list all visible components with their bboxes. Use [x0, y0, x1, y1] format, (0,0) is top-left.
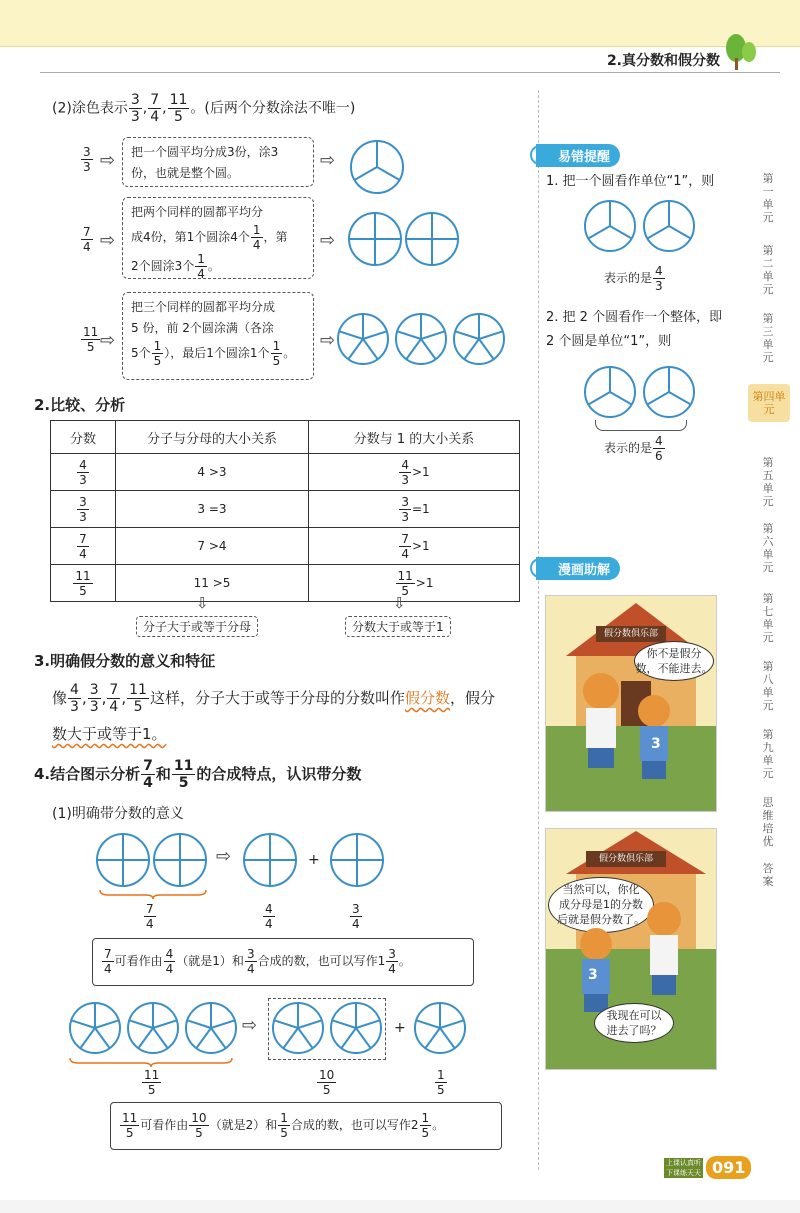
sidebar-tab[interactable]: 第一单元 [762, 172, 774, 224]
section3-definition: 像 $\frac{4}{3}$ , $\frac{3}{3}$ , $\frac{7}{4}$ , $\frac{11}{5}$ 这样，分子大于或等于分母的分数叫作假分数，假分 [52, 682, 495, 715]
part2-heading: (2)涂色表示 $\frac{3}{3}$ , $\frac{7}{4}$ , $\frac{11}{5}$ 。(后两个分数涂法不唯一) [52, 92, 356, 125]
arrow-right-icon: ⇨ [100, 230, 116, 251]
speech-bubble: 当然可以，你化 成分母是1的分数 后就是假分数了。 [548, 877, 654, 933]
column-divider [538, 90, 539, 1170]
footer-slogan: 上课认真听 下课练天天 [666, 1159, 701, 1177]
row2-fraction: $\frac{7}{4}$ [83, 225, 91, 254]
table-header-row [51, 421, 520, 454]
row3-fraction: $\frac{11}{5}$ [83, 325, 99, 354]
arrow-right-icon: ⇨ [320, 230, 336, 251]
section4-title: 4.结合图示分析 $\frac{7}{4}$ 和 $\frac{11}{5}$ 的合成特点，认识带分数 [34, 758, 362, 791]
row1-explain-box: 把一个圆平均分成3份，涂3 份，也就是整个圆。 [122, 137, 314, 187]
sidebar-tab[interactable]: 第六单元 [762, 522, 774, 574]
arrow-right-icon: ⇨ [320, 150, 336, 171]
circles-quarters-icon [348, 210, 460, 268]
brace-under [68, 1056, 234, 1068]
sidebar-tab[interactable]: 第二单元 [762, 244, 774, 296]
circle-quarters-icon [242, 832, 298, 888]
arrow-down-icon: ⇩ [393, 594, 406, 612]
sidebar-tab[interactable]: 第五单元 [762, 456, 774, 508]
tip1-result: 表示的是 $\frac{4}{3}$ [604, 264, 663, 293]
row2-explain-box: 把两个同样的圆都平均分 成4份，第1个圆涂4个 $\frac{1}{4}$ ，第 2个圆涂3个 $\frac{1}{4}$ 。 [122, 197, 314, 279]
section4-subtitle: (1)明确带分数的意义 [52, 806, 184, 822]
tips-title: 易错提醒 [536, 144, 620, 167]
circle-thirds-icon [348, 138, 406, 196]
tiger-cartoon [564, 899, 704, 1019]
tip2-text-b: 2 个圆是单位“1”，则 [546, 334, 672, 349]
label-fraction: $\frac{10}{5}$ [319, 1068, 335, 1097]
sidebar-tab[interactable]: 第四单元 [748, 384, 790, 422]
table-row: $\frac{11}{5}$ 11 >5 $\frac{11}{5}$ >1 [51, 565, 520, 602]
table-row: $\frac{3}{3}$ 3 =3 $\frac{3}{3}$ =1 [51, 491, 520, 528]
arrow-down-icon: ⇩ [196, 594, 209, 612]
header-rule [40, 72, 780, 73]
arrow-right-icon: ⇨ [100, 150, 116, 171]
sidebar-tab[interactable]: 第三单元 [762, 312, 774, 364]
arrow-right-icon: ⇨ [242, 1015, 258, 1036]
table-header: 分数 [51, 421, 116, 454]
sidebar-tab[interactable]: 思维培优 [762, 796, 774, 848]
plus-sign: + [394, 1020, 406, 1036]
arrow-right-icon: ⇨ [320, 330, 336, 351]
section2-title: 2.比较、分析 [34, 396, 126, 414]
brace-under [98, 888, 208, 900]
term-improper-fraction: 假分数 [404, 689, 450, 707]
plus-sign: + [308, 852, 320, 868]
section3-line2: 数大于或等于1。 [52, 725, 167, 743]
sidebar-tab[interactable]: 答案 [762, 862, 774, 888]
explanation-bubble-1: $\frac{7}{4}$ 可看作由 $\frac{4}{4}$ （就是1）和 $\frac{3}{4}$ 合成的数，也可以写作1 $\frac{3}{4}$ 。 [92, 938, 474, 986]
conclusion-tag: 分子大于或等于分母 [136, 616, 258, 637]
comic-panel-2 [545, 828, 717, 1070]
tiger-cartoon [576, 666, 686, 786]
tip2-text-a: 2. 把 2 个圆看作一个整体，即 [546, 310, 723, 325]
shirt-number: 3 [651, 736, 661, 752]
sidebar-tab[interactable]: 第八单元 [762, 660, 774, 712]
page-number: 091 [706, 1156, 751, 1179]
label-fraction: $\frac{4}{4}$ [265, 902, 273, 931]
arrow-right-icon: ⇨ [216, 846, 232, 867]
comic-title: 漫画助解 [536, 557, 620, 580]
sidebar-tab[interactable]: 第七单元 [762, 592, 774, 644]
speech-bubble: 你不是假分 数，不能进去。 [634, 641, 714, 681]
tip2-result: 表示的是 $\frac{4}{6}$ [604, 434, 663, 463]
speech-bubble: 我现在可以 进去了吗？ [594, 1003, 674, 1043]
row1-fraction: $\frac{3}{3}$ [83, 145, 91, 174]
label-fraction: $\frac{3}{4}$ [352, 902, 360, 931]
bottom-margin [0, 1200, 800, 1213]
circles-thirds-icon [583, 364, 697, 420]
clubhouse-sign: 假分数俱乐部 [596, 626, 666, 642]
conclusion-tag: 分数大于或等于1 [345, 616, 451, 637]
row3-explain-box: 把三个同样的圆都平均分成 5 份，前 2个圆涂满（各涂 5个 $\frac{1}{5}$ ），最后1个圆涂1个 $\frac{1}{5}$ 。 [122, 292, 314, 380]
comparison-table [50, 420, 520, 602]
explanation-bubble-2: $\frac{11}{5}$ 可看作由 $\frac{10}{5}$ （就是2）和 $\frac{1}{5}$ 合成的数，也可以写作2 $\frac{1}{5}$ 。 [110, 1102, 502, 1150]
label-fraction: $\frac{7}{4}$ [146, 902, 154, 931]
page-header-title: 2.真分数和假分数 [606, 53, 720, 69]
circles-fifths-icon [271, 1001, 383, 1055]
label-fraction: $\frac{11}{5}$ [144, 1068, 160, 1097]
comic-panel-1 [545, 595, 717, 812]
table-row: $\frac{7}{4}$ 7 >4 $\frac{7}{4}$ >1 [51, 528, 520, 565]
arrow-right-icon: ⇨ [100, 330, 116, 351]
clubhouse-sign: 假分数俱乐部 [586, 851, 666, 867]
table-header: 分数与 1 的大小关系 [309, 421, 520, 454]
table-header: 分子与分母的大小关系 [116, 421, 309, 454]
circles-fifths-icon [336, 312, 506, 366]
tip1-text: 1. 把一个圆看作单位“1”，则 [546, 174, 715, 189]
bracket-under [595, 420, 687, 431]
circle-fifths-icon [412, 1001, 468, 1055]
circles-fifths-icon [68, 1000, 238, 1056]
section3-title: 3.明确假分数的意义和特征 [34, 652, 216, 670]
circle-quarters-icon [329, 832, 385, 888]
circles-quarters-icon [96, 832, 208, 888]
shirt-number: 3 [588, 967, 598, 983]
tree-icon [722, 30, 758, 72]
sidebar-tab[interactable]: 第九单元 [762, 728, 774, 780]
table-row: $\frac{4}{3}$ 4 >3 $\frac{4}{3}$ >1 [51, 454, 520, 491]
top-band [0, 0, 800, 47]
label-fraction: $\frac{1}{5}$ [437, 1068, 445, 1097]
circles-thirds-icon [583, 198, 697, 254]
